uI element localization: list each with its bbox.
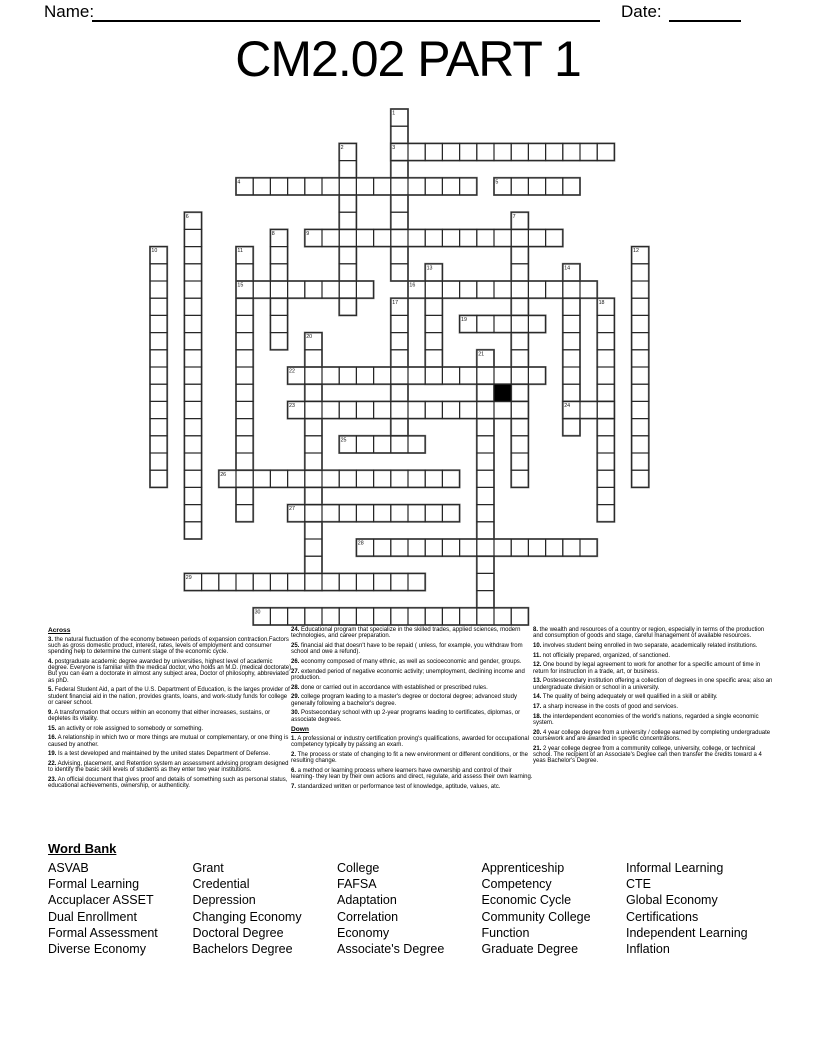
word-bank-item: Correlation: [337, 909, 399, 924]
clue-number-label: 29.: [291, 694, 300, 701]
word-bank-item: Grant: [192, 861, 224, 875]
clue-number-label: 20.: [533, 729, 542, 736]
name-label: Name:: [44, 2, 95, 21]
cell-number: 23: [289, 403, 295, 409]
word-bank-title: Word Bank: [48, 841, 117, 856]
clue-down-6: 6. a method or learning process where learners have ownership and control of their learning- they lean by their own actions and direct, regulate, and assess their own learning.: [291, 767, 533, 781]
date-fill-line[interactable]: [669, 20, 741, 22]
word-outline: [563, 401, 615, 418]
clue-number-label: 10.: [533, 642, 542, 649]
clue-number-label: 17.: [533, 704, 542, 711]
cell-number: 7: [512, 213, 516, 220]
word-bank-columns: [48, 860, 776, 957]
word-bank-item: Global Economy: [626, 893, 718, 908]
word-outline: [408, 281, 597, 298]
word-bank-column-3: [337, 860, 482, 957]
clue-down-1: 1. A professional or industry certification proving's qualifications, awarded for occupational competency typically by passing an exam.: [291, 735, 529, 749]
word-bank-item: Informal Learning: [626, 861, 724, 875]
clue-across-5: 5. Federal Student Aid, a part of the U.S. Department of Education, is the larges provider of student financial aid in the nation, provides grants, loans, and work-study funds for college or career school.: [48, 687, 290, 706]
clue-number-label: 12.: [533, 662, 542, 669]
cell-number: 26: [220, 471, 227, 478]
word-bank-item: Formal Assessment: [48, 925, 158, 940]
clue-number-label: 15.: [48, 725, 57, 732]
clue-down-13: 13. Postesecondary institution offering a collection of degrees in one specific area; also an undergraduate division or school in a university.: [533, 678, 773, 691]
cell-number: 20: [306, 334, 313, 341]
word-bank-column-4: [482, 860, 627, 957]
cell-number: 25: [340, 437, 347, 444]
clue-across-27: 27. extended period of negative economic activity; unemployment, declining income and production.: [291, 668, 525, 681]
clue-down-12: 12. One bound by legal agreement to work for another for a specific amount of time in return for instruction in a trade, art, or business.: [533, 662, 761, 675]
clue-across-25: 25. financial aid that doesn't have to be repaid ( unless, for example, you withdraw from school and owe a refund).: [291, 642, 523, 656]
cell-number: 8: [271, 231, 275, 237]
clue-down-18: 18. the interdependent economies of the world's nations, regarded a single economic system.: [533, 713, 759, 726]
cell-number: 21: [478, 351, 485, 358]
clue-across-16: 16. A relationship in which two or more things are mutual or complementary, or one thing is caused by another.: [48, 735, 289, 748]
word-bank-item: Doctoral Degree: [192, 925, 284, 940]
cell-number: 11: [237, 248, 243, 255]
clue-number-label: 8.: [533, 627, 539, 633]
page-title: CM2.02 PART 1: [235, 31, 581, 87]
cell-number: 1: [392, 110, 396, 117]
clue-down-20: 20. 4 year college degree from a university / college earned by completing undergraduate coursework and are awarded in specific concentrations.: [533, 729, 771, 742]
cell-number: 9: [306, 231, 310, 237]
cell-number: 12: [633, 248, 639, 255]
clue-across-23: 23. An official document that gives proof and details of something such as personal status, educational achievements, ownership, or authenticity.: [48, 776, 288, 790]
clue-number-label: 28.: [291, 684, 300, 691]
clue-number-label: 2.: [291, 751, 297, 758]
clue-across-26: 26. economy composed of many ethnic, as well as socioeconomic and gender, groups.: [291, 658, 522, 665]
word-outline: [288, 367, 546, 384]
clue-number-label: 25.: [291, 642, 300, 649]
clue-across-30: 30. Postsecondary school with up 2-year programs leading to certificates, diplomas, or associate degrees.: [291, 710, 521, 723]
clue-down-10: 10. involves student being enrolled in two separate, academically related institutions.: [533, 642, 758, 649]
clue-across-29: 29. college program leading to a master's degree or doctoral degree; advanced study generally following a bachelor's degree.: [291, 694, 517, 707]
clue-down-11: 11. not officially prepared, organized, of sanctioned.: [533, 652, 670, 659]
cell-number: 13: [426, 265, 433, 272]
word-bank-column-2: [193, 860, 338, 957]
clue-number-label: 14.: [533, 694, 542, 701]
clue-number-label: 1.: [291, 735, 297, 742]
crossword-grid[interactable]: [149, 108, 651, 627]
cell-number: 18: [598, 299, 605, 306]
word-bank-item: Community College: [481, 909, 591, 924]
clue-number-label: 3.: [48, 636, 54, 643]
word-bank-item: Bachelors Degree: [192, 942, 293, 957]
clue-down-14: 14. The quality of being adequately or well qualified in a skill or ability.: [533, 694, 718, 701]
cell-number: 29: [185, 575, 192, 581]
name-fill-line[interactable]: [92, 20, 600, 22]
clue-across-9: 9. A transformation that occurs within an economy that either increases, sustains, or depletes its vitality.: [48, 709, 271, 722]
word-outline: [460, 315, 546, 332]
clue-down-8: 8. the wealth and resources of a country or region, especially in terms of the production and consumption of goods and stage, careful management of available resources.: [533, 627, 765, 640]
word-bank-column-1: [48, 860, 193, 957]
clue-down-2: 2. The process or state of changing to fit a new environment or different conditions, or the resulting change.: [291, 751, 528, 765]
word-bank-item: FAFSA: [337, 877, 377, 892]
word-outline: [494, 178, 580, 195]
cell-number: 3: [392, 145, 396, 151]
clue-across-22: 22. Advising, placement, and Retention system an assessment advising program designed to identify the basic skill levels of students as they enter two year institutions.: [48, 760, 289, 774]
word-bank-item: Diverse Economy: [48, 942, 146, 957]
date-label: Date:: [621, 2, 662, 21]
cell-number: 5: [495, 179, 499, 186]
clue-number-label: 9.: [48, 709, 54, 716]
cell-number: 2: [340, 145, 344, 151]
cell-number: 28: [357, 540, 364, 547]
cell-number: 22: [289, 368, 295, 375]
clue-number-label: 26.: [291, 658, 300, 665]
word-bank-item: College: [337, 861, 380, 875]
clues-column-3: [533, 627, 774, 768]
clues-column-2: [291, 627, 534, 793]
word-bank-item: Dual Enrollment: [48, 909, 137, 924]
clue-number-label: 4.: [48, 658, 54, 665]
clue-across-3: 3. the natural fluctuation of the economy between periods of expansion contraction.Factors such as gross domestic product, interest, rates, levels of employment and consumer spending help to determine the current stage of the economic cycle.: [48, 636, 289, 656]
word-bank-item: Formal Learning: [48, 877, 140, 892]
word-bank-item: Inflation: [626, 942, 670, 957]
word-bank-item: Depression: [192, 893, 256, 908]
word-bank-item: Associate's Degree: [337, 942, 445, 957]
blocked-cell: [494, 384, 511, 401]
cell-number: 30: [254, 609, 261, 616]
cell-number: 16: [409, 282, 416, 289]
cell-number: 15: [237, 282, 244, 289]
word-bank-item: Economic Cycle: [481, 893, 572, 908]
word-outline: [391, 143, 615, 160]
clue-across-19: 19. Is a test developed and maintained by the united states Department of Defense.: [48, 751, 271, 758]
word-bank-item: Certifications: [626, 909, 699, 924]
clue-across-4: 4. postgraduate academic degree awarded by universities, highest level of academic degree. Everyone is familiar with the medical doctor, who holds an M.D. (medical doctorate). But you can earn a doctorate in almost any subject area, Doctor of philosophy, abbreviated as phD.: [48, 658, 293, 684]
cell-number: 6: [185, 213, 189, 220]
clue-number-label: 19.: [48, 751, 57, 758]
clue-number-label: 18.: [533, 713, 542, 720]
word-bank-column-5: [626, 860, 748, 957]
cell-number: 10: [151, 248, 158, 255]
cell-number: 19: [461, 317, 467, 323]
clue-across-24: 24. Educational program that specialize in the skilled trades, applied sciences, modern technologies, and career preparation.: [291, 627, 521, 640]
cell-number: 4: [237, 179, 241, 186]
clue-number-label: 22.: [48, 760, 57, 767]
word-bank-item: Competency: [481, 877, 552, 892]
word-bank-item: Credential: [192, 877, 250, 892]
clue-number-label: 27.: [291, 668, 300, 675]
cell-number: 17: [392, 299, 399, 306]
word-bank-item: Apprenticeship: [481, 861, 565, 875]
across-header: Across: [48, 627, 71, 634]
clue-number-label: 7.: [291, 783, 297, 790]
word-bank-item: Adaptation: [337, 893, 397, 908]
word-bank-item: Graduate Degree: [481, 942, 579, 957]
clue-across-28: 28. done or carried out in accordance with established or prescribed rules.: [291, 684, 488, 691]
clue-number-label: 23.: [48, 776, 57, 783]
word-bank-item: ASVAB: [48, 861, 89, 875]
clue-down-7: 7. standardized written or performance test of knowledge, aptitude, values, atc.: [291, 783, 501, 790]
word-outline: [305, 229, 563, 246]
word-outline: [184, 212, 201, 539]
clue-across-15: 15. an activity or role assigned to somebody or something.: [48, 725, 204, 732]
word-bank: [48, 841, 776, 957]
word-outline: [339, 436, 425, 453]
clue-number-label: 11.: [533, 652, 542, 659]
clue-number-label: 13.: [533, 678, 542, 685]
cell-number: 24: [564, 403, 571, 409]
word-bank-item: Function: [481, 925, 530, 940]
clue-number-label: 24.: [291, 627, 300, 633]
clue-down-21: 21. 2 year college degree from a community college, university, college, or technical school. The recipient of an Associate's Degree can then transfer the credits toward a 4 yeas Bachelor's Degree.: [533, 745, 762, 765]
cell-number: 27: [289, 506, 295, 513]
clue-number-label: 5.: [48, 687, 54, 694]
word-bank-item: CTE: [626, 877, 651, 892]
word-bank-item: Independent Learning: [626, 925, 748, 940]
down-header: Down: [291, 726, 309, 734]
word-bank-item: Economy: [337, 925, 390, 940]
word-bank-item: Accuplacer ASSET: [48, 893, 154, 908]
clue-down-17: 17. a sharp increase in the costs of good and services.: [533, 704, 679, 711]
clue-number-label: 21.: [533, 745, 542, 752]
clue-number-label: 16.: [48, 735, 57, 742]
clue-number-label: 6.: [291, 767, 297, 774]
cell-number: 14: [564, 265, 571, 272]
clue-number-label: 30.: [291, 710, 300, 717]
word-bank-item: Changing Economy: [192, 909, 302, 924]
